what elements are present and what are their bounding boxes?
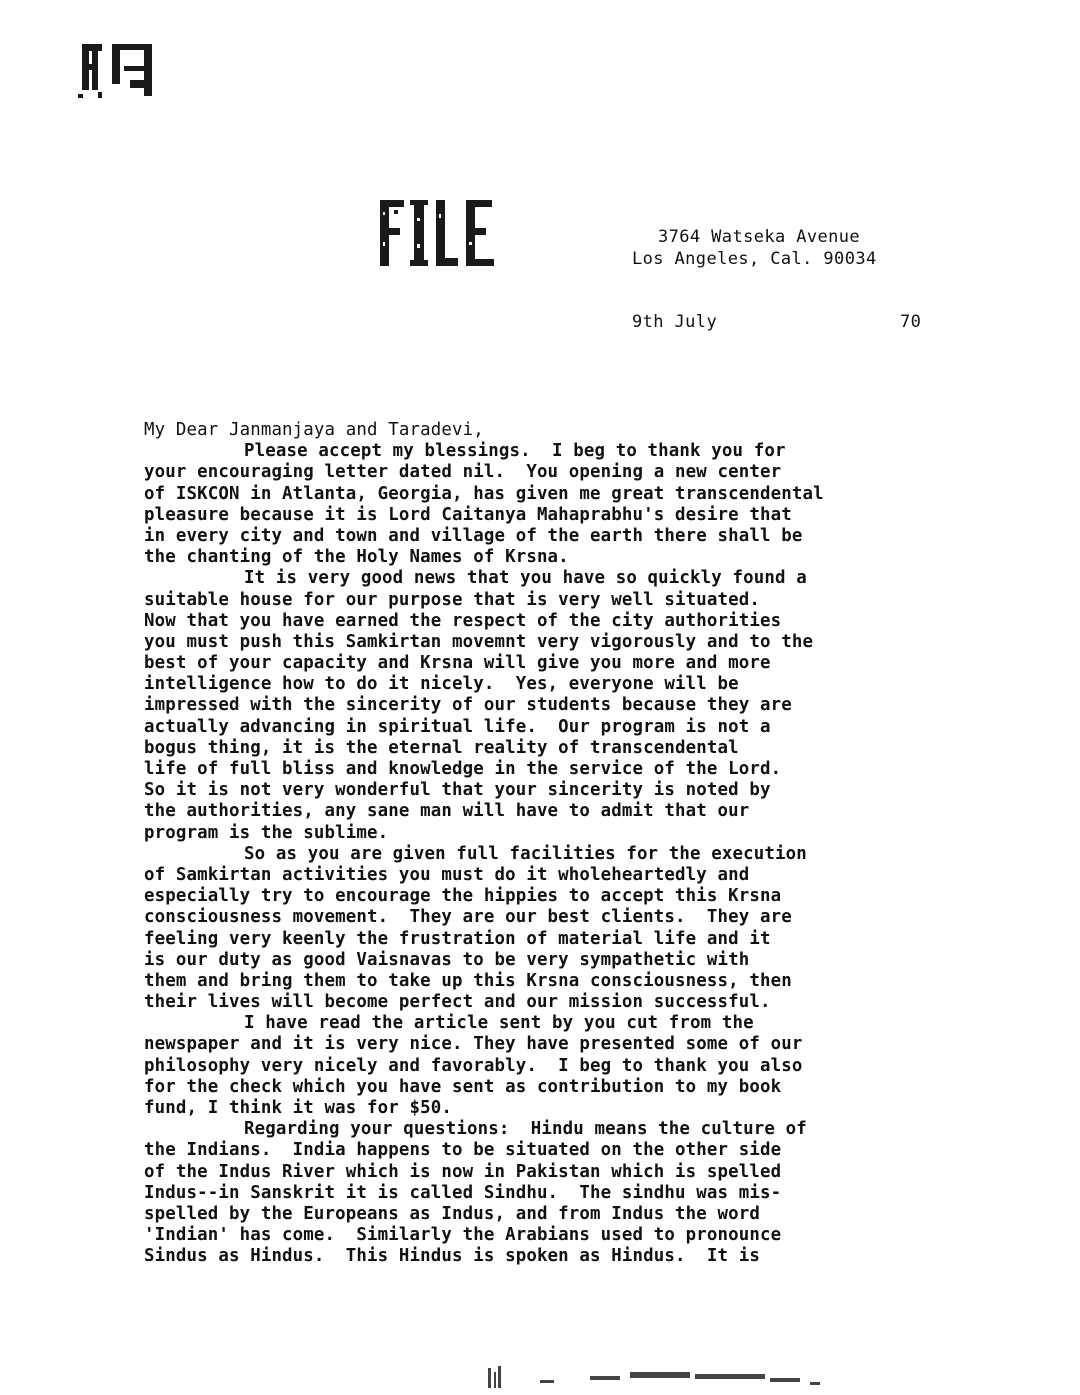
- letter-line: of Samkirtan activities you must do it wholeheartedly and: [144, 864, 750, 885]
- letter-line: in every city and town and village of the earth there shall be: [144, 525, 803, 546]
- letter-line: the Indians. India happens to be situated on the other side: [144, 1140, 782, 1161]
- letter-line: fund, I think it was for $50.: [144, 1098, 452, 1118]
- letter-line: actually advancing in spiritual life. Our program is not a: [144, 716, 771, 737]
- letter-line: the chanting of the Holy Names of Krsna.: [144, 547, 569, 568]
- file-stamp: [378, 198, 496, 268]
- letter-line: for the check which you have sent as contribution to my book: [144, 1076, 782, 1097]
- letter-line: bogus thing, it is the eternal reality of transcendental: [144, 737, 739, 758]
- letter-line: them and bring them to take up this Krsna consciousness, then: [144, 970, 792, 991]
- date-day-month: 9th July: [632, 312, 718, 332]
- letter-line: feeling very keenly the frustration of material life and it: [144, 928, 771, 949]
- letter-line: life of full bliss and knowledge in the service of the Lord.: [144, 759, 782, 779]
- letter-line: I have read the article sent by you cut from the: [244, 1013, 754, 1034]
- letter-line: their lives will become perfect and our mission successful.: [144, 992, 771, 1013]
- letter-line: So it is not very wonderful that your sincerity is noted by: [144, 780, 771, 801]
- letter-line: So as you are given full facilities for the execution: [244, 843, 807, 864]
- letter-line: of ISKCON in Atlanta, Georgia, has given me great transcendental: [144, 483, 824, 504]
- letter-line: Sindus as Hindus. This Hindus is spoken as Hindus. It is: [144, 1246, 760, 1267]
- letter-line: spelled by the Europeans as Indus, and from Indus the word: [144, 1203, 760, 1224]
- letter-line: intelligence how to do it nicely. Yes, everyone will be: [144, 674, 739, 695]
- letter-line: best of your capacity and Krsna will give you more and more: [144, 653, 771, 674]
- address-street: 3764 Watseka Avenue: [658, 227, 861, 247]
- sender-address: [632, 226, 932, 270]
- date-year: 70: [900, 312, 922, 332]
- letter-line: 'Indian' has come. Similarly the Arabians used to pronounce: [144, 1225, 782, 1246]
- letter-line: impressed with the sincerity of our students because they are: [144, 695, 792, 716]
- letter-line: the authorities, any sane man will have to admit that our: [144, 801, 750, 822]
- letter-line: newspaper and it is very nice. They have presented some of our: [144, 1034, 803, 1055]
- letter-line: Now that you have earned the respect of the city authorities: [144, 610, 782, 631]
- letter-lines: [144, 441, 974, 1267]
- letter-line: consciousness movement. They are our best clients. They are: [144, 907, 792, 928]
- letter-line: Indus--in Sanskrit it is called Sindhu. The sindhu was mis-: [144, 1182, 782, 1203]
- bottom-smudge-mark: [480, 1362, 840, 1392]
- letter-line: program is the sublime.: [144, 822, 389, 843]
- letter-body: [144, 420, 974, 1268]
- letter-line: It is very good news that you have so quickly found a: [244, 568, 807, 589]
- letter-line: Please accept my blessings. I beg to thank you for: [244, 441, 786, 462]
- salutation: My Dear Janmanjaya and Taradevi,: [144, 420, 484, 440]
- letter-line: suitable house for our purpose that is very well situated.: [144, 589, 760, 610]
- address-city: Los Angeles, Cal. 90034: [632, 249, 877, 269]
- letter-line: philosophy very nicely and favorably. I beg to thank you also: [144, 1055, 803, 1076]
- letter-date: [632, 311, 932, 333]
- letter-line: Regarding your questions: Hindu means the culture of: [244, 1119, 807, 1140]
- corner-file-stamp: [78, 40, 168, 102]
- letter-line: is our duty as good Vaisnavas to be very sympathetic with: [144, 949, 750, 970]
- letter-line: you must push this Samkirtan movemnt very vigorously and to the: [144, 631, 814, 652]
- letter-line: especially try to encourage the hippies to accept this Krsna: [144, 886, 782, 907]
- letter-line: pleasure because it is Lord Caitanya Mahaprabhu's desire that: [144, 504, 792, 525]
- letter-line: your encouraging letter dated nil. You opening a new center: [144, 462, 782, 483]
- letter-line: of the Indus River which is now in Pakistan which is spelled: [144, 1161, 782, 1182]
